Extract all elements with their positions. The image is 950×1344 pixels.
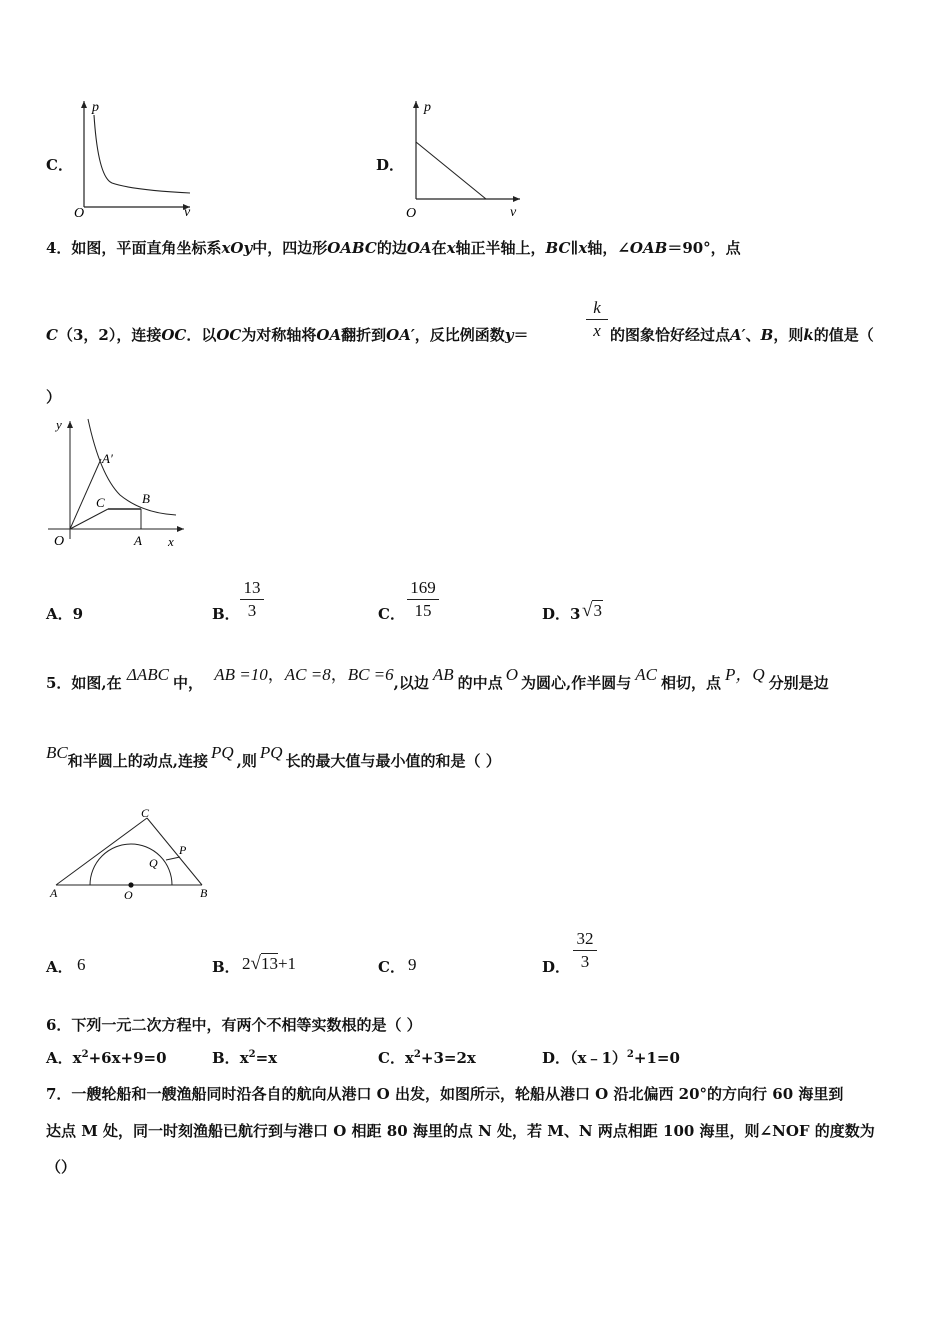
q4-option-b-label: B． bbox=[212, 605, 240, 623]
q5-fig-p: P bbox=[179, 843, 187, 857]
q7-line3: （） bbox=[46, 1158, 77, 1176]
q4-option-b-frac: 13 3 bbox=[240, 578, 264, 621]
q4-fig-a: A bbox=[134, 533, 142, 548]
q4-k-over-x: k x bbox=[586, 298, 608, 341]
q5-fig-b: B bbox=[200, 886, 208, 900]
q4-option-d-radicand: 3 bbox=[593, 601, 602, 620]
q4-option-c-label: C． bbox=[378, 605, 405, 623]
q5-option-d-label: D． bbox=[542, 958, 571, 976]
q4-fig-o: O bbox=[54, 534, 65, 549]
q5-option-a-label: A． bbox=[46, 958, 73, 976]
q5-figure bbox=[44, 805, 224, 905]
q5-line2: BC和半圆上的动点,连接 PQ ,则 PQ 长的最大值与最小值的和是（ ） bbox=[46, 743, 501, 770]
q4-line2-right: 的图象恰好经过点A′、B，则k的值是（ bbox=[610, 326, 874, 344]
q6-option-c: C．$x^2+3=2x$ bbox=[378, 1049, 476, 1067]
option-c-label: C． bbox=[46, 156, 73, 174]
q5-fig-q: Q bbox=[149, 856, 158, 870]
q4-fig-c: C bbox=[96, 495, 105, 510]
graph-d-origin: O bbox=[406, 206, 417, 220]
q7-line2: 达点 M 处，同一时刻渔船已航行到与港口 O 相距 80 海里的点 N 处，若 M、N 两点相距 100 海里，则∠NOF 的度数为 bbox=[46, 1122, 875, 1140]
graph-c bbox=[72, 95, 197, 220]
q4-option-d: D．3 bbox=[542, 605, 581, 623]
q4-line2-left: C（3，2），连接OC．以OC为对称轴将OA翻折到OA′，反比例函数y＝ bbox=[46, 326, 529, 344]
q5-option-b-value: 2√13+1 bbox=[242, 953, 297, 974]
graph-d bbox=[402, 95, 527, 220]
q5-option-c-label: C． bbox=[378, 958, 405, 976]
q6-option-b: B．$x^2=x$ bbox=[212, 1049, 278, 1067]
q4-line3: ） bbox=[46, 388, 62, 406]
q4-figure bbox=[44, 415, 194, 555]
q4-fig-b: B bbox=[142, 491, 150, 506]
graph-c-ylabel: p bbox=[92, 100, 99, 115]
q5-fig-o: O bbox=[124, 888, 133, 902]
q5-option-d-frac: 32 3 bbox=[573, 929, 597, 972]
graph-c-origin: O bbox=[74, 206, 85, 220]
q4-fig-a-prime: A′ bbox=[102, 451, 113, 466]
q7-line1: 7．一艘轮船和一艘渔船同时沿各自的航向从港口 O 出发，如图所示，轮船从港口 O 沿北偏西 20°的方向行 60 海里到 bbox=[46, 1085, 844, 1103]
q5-fig-c: C bbox=[141, 806, 150, 820]
q4-fig-x: x bbox=[168, 534, 174, 549]
q6-option-a: A．$x^2+6x+9=0$ bbox=[46, 1049, 167, 1067]
graph-d-xlabel: v bbox=[510, 205, 517, 220]
q4-fig-y: y bbox=[56, 417, 62, 432]
q5-option-a-value: 6 bbox=[77, 955, 86, 974]
graph-c-xlabel: v bbox=[184, 205, 191, 220]
q5-fig-a: A bbox=[50, 886, 58, 900]
q5-option-c-value: 9 bbox=[408, 955, 417, 974]
q4-line1: 4．如图，平面直角坐标系xOy中，四边形OABC的边OA在x轴正半轴上，BC∥x轴，∠OAB＝90°，点 bbox=[46, 239, 741, 257]
q6-stem: 6．下列一元二次方程中，有两个不相等实数根的是（ ） bbox=[46, 1016, 422, 1034]
option-d-label: D． bbox=[376, 156, 405, 174]
graph-d-ylabel: p bbox=[424, 100, 431, 115]
q5-line1: 5．如图,在 ΔABC 中， AB =10，AC =8，BC =6,以边 AB 的中点 O 为圆心,作半圆与 AC 相切，点 P，Q 分别是边 bbox=[46, 665, 829, 692]
q4-option-a: A．9 bbox=[46, 605, 84, 623]
q6-option-d: D．（x﹣1）$^2$+1=0 bbox=[542, 1049, 680, 1067]
q4-option-d-sqrt: √3 bbox=[582, 600, 602, 621]
q4-option-c-frac: 169 15 bbox=[407, 578, 439, 621]
q5-option-b-label: B． bbox=[212, 958, 240, 976]
